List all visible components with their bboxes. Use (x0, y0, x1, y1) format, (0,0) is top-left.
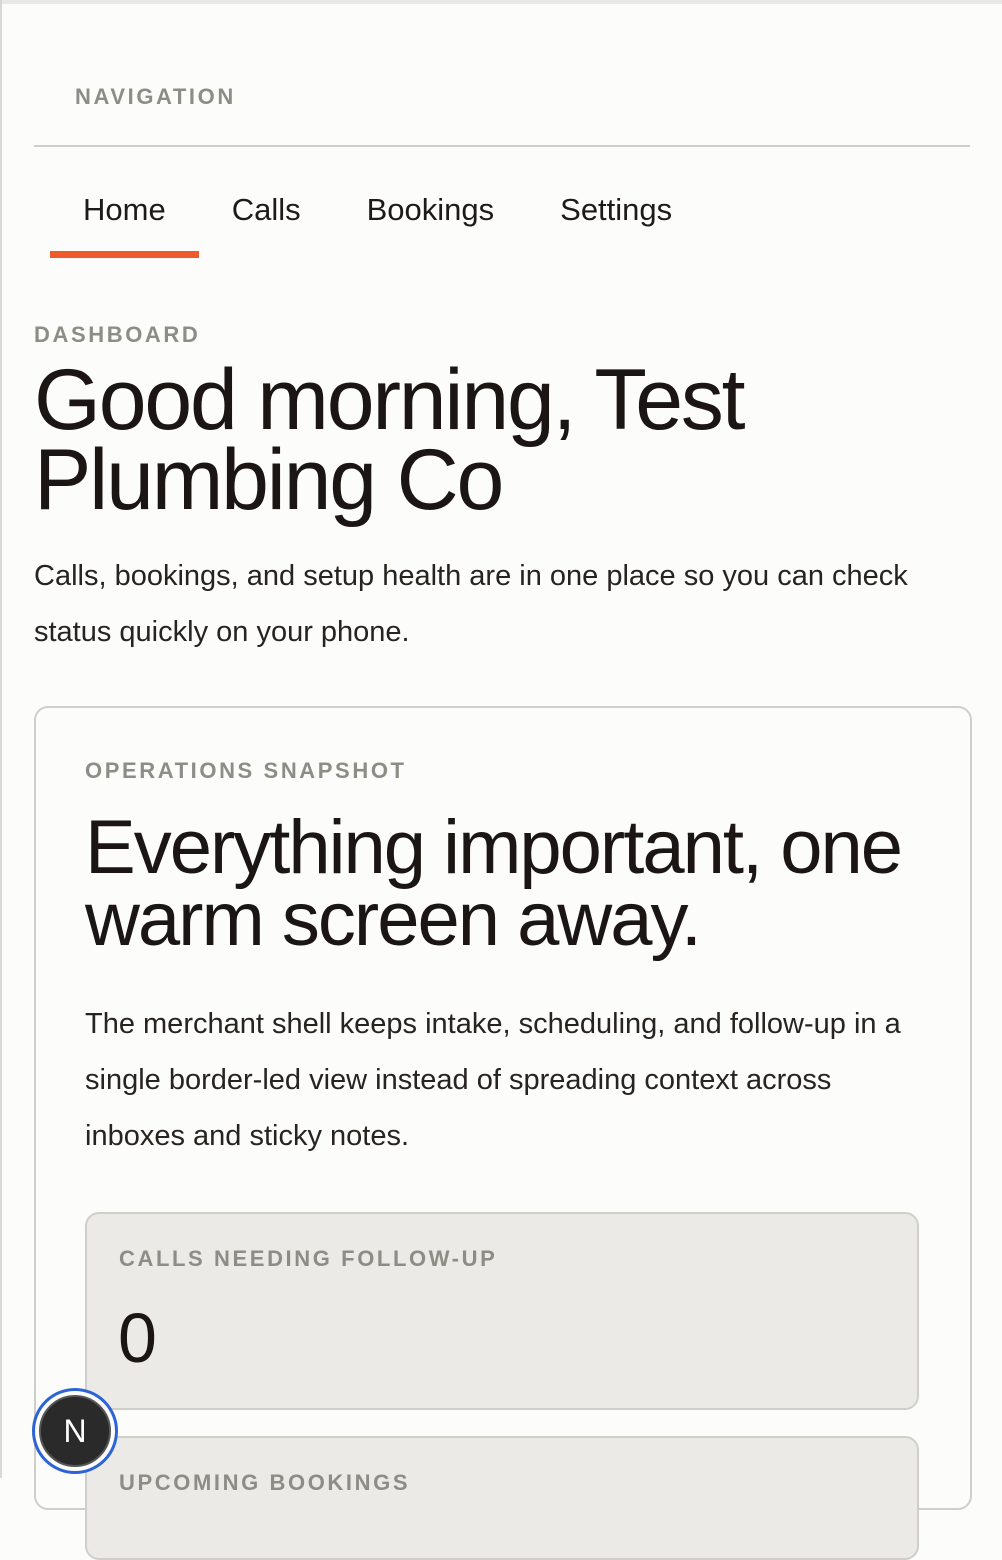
top-rule (0, 0, 1002, 4)
stat-value: 0 (118, 1299, 157, 1377)
dashboard-intro: Calls, bookings, and setup health are in one place so you can check status quickly on your phone. (34, 560, 908, 648)
nav-divider (34, 145, 970, 147)
dashboard-eyebrow: DASHBOARD (34, 322, 201, 347)
nav-label: NAVIGATION (75, 84, 236, 109)
tab-settings[interactable]: Settings (560, 192, 673, 227)
tab-home[interactable]: Home (50, 180, 199, 262)
n-logo-icon: N (39, 1395, 111, 1467)
snapshot-body: The merchant shell keeps intake, scheduling, and follow-up in a single border-led view instead of spreading context across inboxes and sticky notes. (85, 1008, 901, 1152)
dev-tools-badge[interactable] (32, 1388, 118, 1474)
page-title: Good morning, Test Plumbing Co (34, 352, 744, 528)
snapshot-eyebrow: OPERATIONS SNAPSHOT (85, 758, 407, 783)
upcoming-bookings-stat (85, 1436, 919, 1560)
stat-label: UPCOMING BOOKINGS (119, 1470, 411, 1495)
stat-label: CALLS NEEDING FOLLOW-UP (119, 1246, 498, 1271)
operations-snapshot-card (34, 706, 972, 1510)
snapshot-headline: Everything important, one warm screen away. (85, 805, 902, 962)
tab-calls[interactable]: Calls (231, 192, 301, 227)
nav-tabs (50, 180, 705, 262)
tab-bookings[interactable]: Bookings (366, 192, 495, 227)
calls-follow-up-stat (85, 1212, 919, 1410)
left-edge (0, 0, 2, 1478)
